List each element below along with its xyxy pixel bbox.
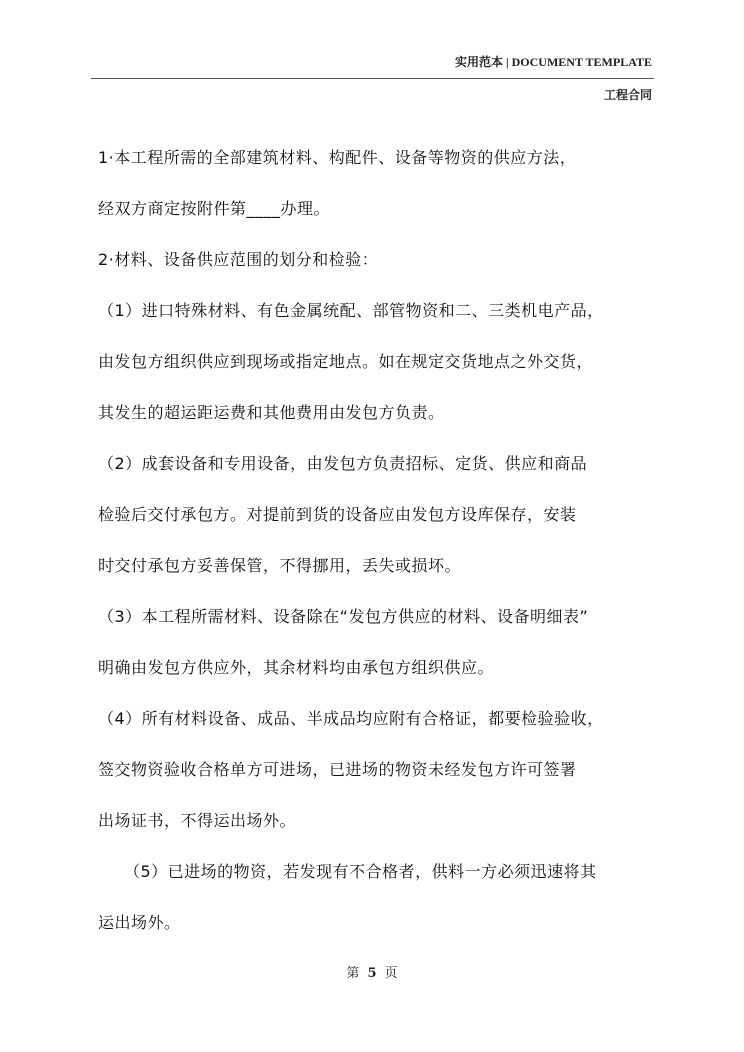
paragraph-line: （2）成套设备和专用设备，由发包方负责招标、定货、供应和商品 (98, 454, 588, 473)
page-prefix: 第 (346, 966, 360, 981)
paragraph-7 (98, 856, 668, 938)
paragraph-2 (98, 244, 668, 275)
paragraph-line: （1）进口特殊材料、有色金属统配、部管物资和二、三类机电产品， (98, 301, 604, 320)
header-divider (91, 78, 654, 79)
paragraph-line: （5）已进场的物资，若发现有不合格者，供料一方必须迅速将其 (124, 862, 597, 881)
page-footer (0, 962, 744, 981)
paragraph-line: 明确由发包方供应外，其余材料均由承包方组织供应。 (98, 658, 495, 677)
header-subtitle: 工程合同 (603, 88, 652, 102)
paragraph-5 (98, 601, 668, 683)
paragraph-line: 1·本工程所需的全部建筑材料、构配件、设备等物资的供应方法， (98, 148, 577, 167)
page-number: 5 (367, 966, 377, 981)
paragraph-4 (98, 448, 668, 581)
paragraph-6 (98, 703, 668, 836)
page-suffix: 页 (384, 966, 398, 981)
header-title: 实用范本 | DOCUMENT TEMPLATE (455, 55, 652, 69)
paragraph-line: 经双方商定按附件第____办理。 (98, 199, 331, 218)
paragraph-1 (98, 142, 668, 224)
paragraph-line: 运出场外。 (98, 913, 181, 932)
paragraph-line: 由发包方组织供应到现场或指定地点。如在规定交货地点之外交货， (98, 352, 594, 371)
paragraph-line: 时交付承包方妥善保管，不得挪用，丢失或损坏。 (98, 556, 462, 575)
paragraph-line: 2·材料、设备供应范围的划分和检验： (98, 250, 379, 269)
paragraph-line: 其发生的超运距运费和其他费用由发包方负责。 (98, 403, 445, 422)
paragraph-3 (98, 295, 668, 428)
document-body (98, 142, 668, 958)
paragraph-line: 检验后交付承包方。对提前到货的设备应由发包方设库保存，安装 (98, 505, 577, 524)
paragraph-line: （3）本工程所需材料、设备除在“发包方供应的材料、设备明细表” (98, 607, 589, 626)
paragraph-line: 签交物资验收合格单方可进场，已进场的物资未经发包方许可签署 (98, 760, 577, 779)
paragraph-line: （4）所有材料设备、成品、半成品均应附有合格证，都要检验验收， (98, 709, 604, 728)
paragraph-line: 出场证书，不得运出场外。 (98, 811, 297, 830)
